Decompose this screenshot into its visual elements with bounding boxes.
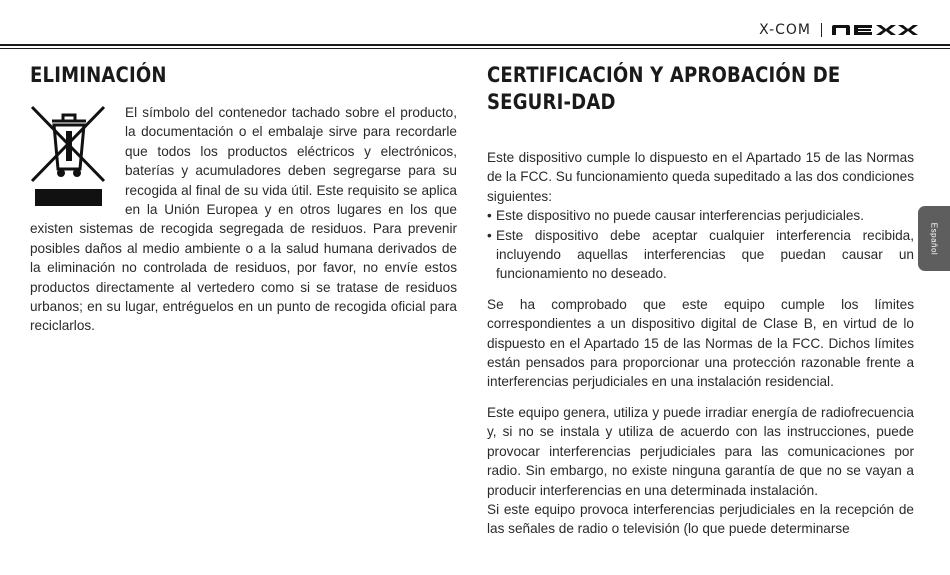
bullet-icon: • [487, 208, 492, 224]
language-tab[interactable] [918, 206, 950, 271]
conditions-list [487, 206, 914, 284]
section-title-eliminacion: ELIMINACIÓN [30, 63, 167, 87]
nexx-logo-icon [830, 24, 920, 36]
brand-name: X-COM [759, 22, 811, 38]
list-item [487, 206, 914, 225]
brand-divider [821, 23, 822, 37]
eliminacion-section [30, 103, 457, 336]
section-title-certificacion: CERTIFICACIÓN Y APROBACIÓN DE SEGURI-DAD [487, 63, 841, 114]
interference-paragraph: Si este equipo provoca interferencias perjudiciales en la recepción de las señales de radio o televisión (lo que puede determinarse [487, 501, 914, 537]
fcc-intro-paragraph: Este dispositivo cumple lo dispuesto en el Apartado 15 de las Normas de la FCC. Su funcionamiento queda supeditado a las dos condiciones siguientes: [487, 150, 914, 204]
list-item-text: Este dispositivo debe aceptar cualquier interferencia recibida, incluyendo aquellas interferencias que puedan causar un funcionamiento no deseado. [496, 227, 914, 282]
header-brand [759, 22, 920, 38]
language-tab-label: Español [929, 222, 939, 255]
radio-frequency-paragraph: Este equipo genera, utiliza y puede irradiar energía de radiofrecuencia y, si no se instala y utiliza de acuerdo con las instrucciones, puede provocar interferencias perjudiciales para las comunicaciones por radio. Sin embargo, no existe ninguna garantía de que no se vayan a producir interferencias en una determinada instalación. [487, 404, 914, 498]
header-rule [0, 44, 950, 46]
list-item-text: Este dispositivo no puede causar interferencias perjudiciales. [496, 208, 864, 224]
header-rule-thin [0, 48, 950, 49]
crossed-out-wheelie-bin-icon [30, 103, 115, 215]
eliminacion-paragraph: El símbolo del contenedor tachado sobre el producto, la documentación o el embalaje sirve para recordarle que todos los productos eléctricos y electrónicos, baterías y acumuladores deben segregarse para su recogida al final de su vida útil. Este requisito se aplica en la Unión Europea y en otros lugares en los que existen sistemas de recogida segregada de residuos. Para prevenir posibles daños al medio ambiente o a la salud humana derivados de la eliminación no controlada de residuos, por favor, no envíe estos productos directamente al vertedero como si se tratase de residuos urbanos; en su lugar, entréguelos en un punto de recogida oficial para reciclarlos. [30, 105, 457, 334]
class-b-paragraph: Se ha comprobado que este equipo cumple los límites correspondientes a un dispositivo digital de Clase B, en virtud de lo dispuesto en el Apartado 15 de las Normas de la FCC. Dichos límites están pensados para proporcionar una protección razonable frente a interferencias perjudiciales en una instalación residencial. [487, 296, 914, 390]
certificacion-section [487, 148, 914, 539]
list-item [487, 226, 914, 284]
bullet-icon: • [487, 227, 492, 243]
bin-underline-bar [35, 189, 102, 206]
